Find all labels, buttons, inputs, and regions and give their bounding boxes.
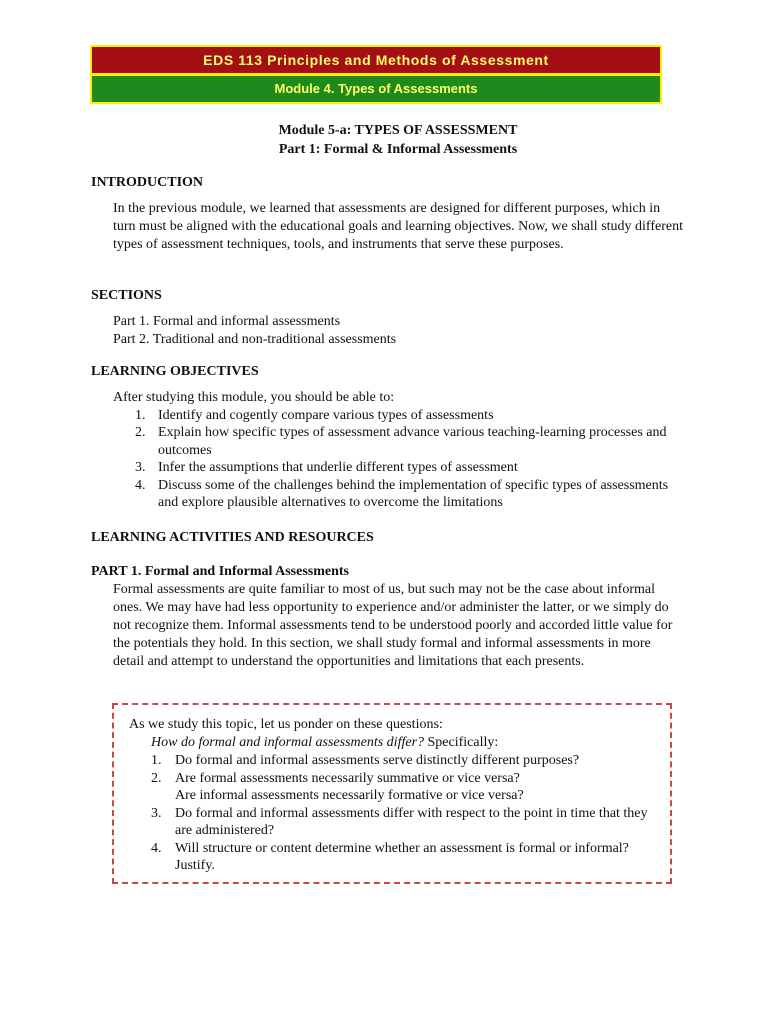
list-item: 4. Will structure or content determine whether an assessment is formal or informal? Justify. <box>151 840 629 873</box>
introduction-heading: INTRODUCTION <box>91 175 204 190</box>
part1-text: Formal assessments are quite familiar to most of us, but such may not be the case about informal ones. We may have had less opportunity to experience and/or administer the latter, or we simply do not recognize them. Informal assessments tend to be understood poorly and accorded little value for the potentials they hold. In this section, we shall study formal and informal assessments in more detail and attempt to understand the opportunities and limitations that each presents. <box>113 582 673 669</box>
objectives-block <box>113 389 688 512</box>
list-item: 3. Do formal and informal assessments differ with respect to the point in time that they are administered? <box>151 805 648 838</box>
introduction-text: In the previous module, we learned that assessments are designed for different purposes, which in turn must be aligned with the educational goals and learning objectives. Now, we shall study different types of assessment techniques, tools, and instruments that serve these purposes. <box>113 201 683 252</box>
module-title: Module 4. Types of Assessments <box>92 76 660 102</box>
objectives-lead: After studying this module, you should be able to: <box>113 390 395 405</box>
questions-box <box>112 703 672 884</box>
list-item: 2. Explain how specific types of assessment advance various teaching-learning processes and outcomes <box>135 425 667 458</box>
list-item: 4. Discuss some of the challenges behind the implementation of specific types of assessments and explore plausible alternatives to overcome the limitations <box>135 477 669 510</box>
list-item: 2. Are formal assessments necessarily summative or vice versa? Are informal assessments necessarily formative or vice versa? <box>151 770 524 803</box>
course-title: EDS 113 Principles and Methods of Assessment <box>92 47 660 73</box>
list-item: 3. Infer the assumptions that underlie different types of assessment <box>135 460 518 475</box>
objectives-heading: LEARNING OBJECTIVES <box>91 364 259 379</box>
list-item: 1. Identify and cogently compare various types of assessments <box>135 407 494 423</box>
sections-heading: SECTIONS <box>91 288 162 303</box>
document-title-line2: Part 1: Formal & Informal Assessments <box>278 142 518 157</box>
objectives-list <box>113 407 688 512</box>
questions-list <box>129 752 659 875</box>
questions-lead: As we study this topic, let us ponder on these questions: <box>129 717 443 732</box>
section-item: Part 1. Formal and informal assessments <box>113 314 341 329</box>
list-item: 1. Do formal and informal assessments serve distinctly different purposes? <box>151 753 580 768</box>
course-banner <box>90 45 662 104</box>
questions-subhead: How do formal and informal assessments differ? Specifically: <box>151 735 499 750</box>
part1-heading: PART 1. Formal and Informal Assessments <box>91 564 349 579</box>
document-title-line1: Module 5-a: TYPES OF ASSESSMENT <box>278 123 518 138</box>
sections-list <box>113 313 396 348</box>
section-item: Part 2. Traditional and non-traditional assessments <box>113 331 397 347</box>
activities-heading: LEARNING ACTIVITIES AND RESOURCES <box>91 530 374 545</box>
